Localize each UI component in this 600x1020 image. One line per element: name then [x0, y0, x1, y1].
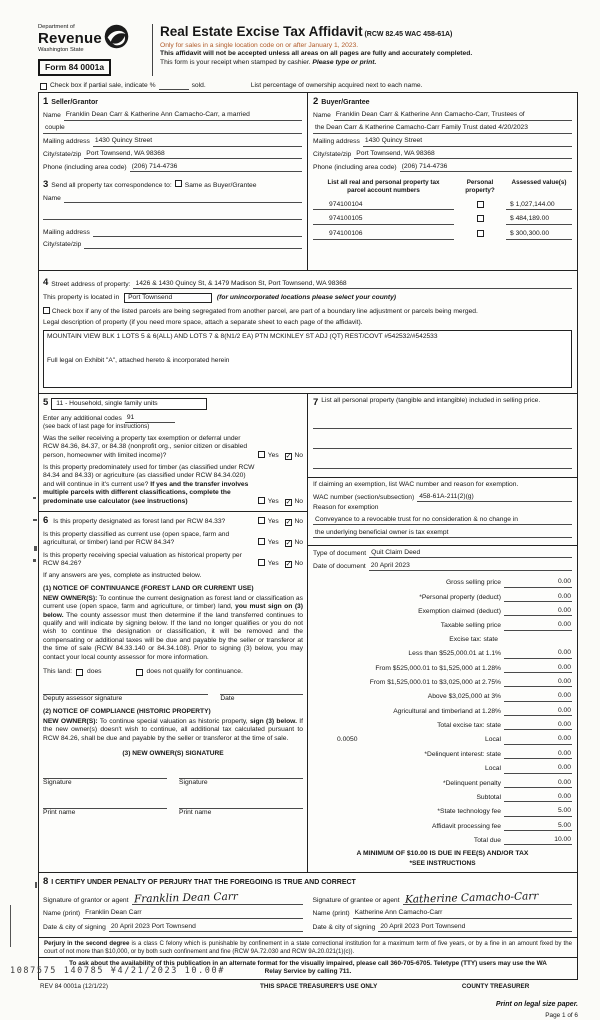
section-tax-computation — [308, 394, 577, 872]
amount-field[interactable]: 0.00 — [542, 735, 572, 744]
parcel-row — [313, 201, 572, 210]
section-6-number: 6 — [43, 514, 49, 526]
no-label: No — [294, 497, 303, 505]
section-forest-land — [39, 511, 307, 821]
grantor-name-print-label: Name (print) — [43, 910, 81, 918]
tax-line: Agricultural and timberland at 1.28% 0.00 — [393, 706, 571, 715]
buyer-name-field[interactable]: Franklin Dean Carr & Katherine Ann Camacho-Carr, Trustees of — [334, 111, 572, 120]
type-of-document-field[interactable]: Quit Claim Deed — [369, 549, 572, 558]
new-owner-print-name-field[interactable] — [43, 800, 167, 809]
does-checkbox[interactable] — [76, 669, 83, 676]
tax-line: Taxable selling price 0.00 — [440, 621, 571, 630]
wac-number-field[interactable]: 458-61A-211(2)(g) — [417, 493, 572, 502]
buyer-city-field[interactable]: Port Townsend, WA 98368 — [354, 150, 572, 159]
section-1-number: 1 — [43, 96, 49, 108]
section-2-number: 2 — [313, 96, 319, 108]
new-owner-print-name-field[interactable] — [179, 800, 303, 809]
no-label: No — [294, 451, 303, 459]
partial-percent-field[interactable] — [159, 81, 189, 90]
parcel-table — [308, 176, 577, 270]
personal-property-blank-field[interactable] — [313, 460, 572, 469]
legal-description-label: Legal description of property (if you need more space, attach a separate sheet to each page of the affidavit). — [43, 319, 363, 327]
grantee-signature-ink: Katherine Camacho-Carr — [404, 890, 538, 906]
treasurer-use-label: THIS SPACE TREASURER'S USE ONLY — [260, 983, 378, 991]
grantor-date-city-field[interactable]: 20 April 2023 Port Townsend — [109, 923, 303, 932]
header-divider — [152, 24, 153, 76]
affidavit-form — [38, 24, 578, 1020]
tax-line: Total excise tax: state 0.00 — [437, 721, 571, 730]
reason-field[interactable]: Conveyance to a revocable trust for no consideration & no change in — [313, 516, 572, 525]
no-checkbox[interactable]: ✓ — [285, 498, 292, 506]
scan-artifact — [35, 882, 37, 888]
no-checkbox[interactable]: ✓ — [285, 540, 292, 548]
section-land-use — [39, 394, 307, 511]
notice-continuance-body: NEW OWNER(S): To continue the current designation as forest land or classification as current use (open space, farm and agriculture, or timber) land, you must sign on (3) below. The county assessor must then determine if the land transferred continues to qualify and will indicate by signing below. If the land no longer qualifies or you do not wish to continue the designation or classification, it will be removed and the compensating or additional taxes will be due and payable by the seller or transferor at the time of sale (RCW 84.33.140 or 84.34.108). Prior to signing (3) below, you may contact your local county assessor for more information. — [43, 594, 303, 661]
tax-line: Exemption claimed (deduct) 0.00 — [418, 607, 571, 616]
deputy-date-label: Date — [220, 695, 235, 703]
yes-label: Yes — [267, 539, 279, 547]
buyer-phone-label: Phone (including area code) — [313, 163, 397, 171]
amount-field[interactable]: 0.00 — [542, 707, 572, 716]
historic-property-text: Is this property receiving special valuation as historical property per RCW 84.26? — [43, 551, 242, 567]
amount-field[interactable]: 0.00 — [542, 593, 572, 602]
no-checkbox[interactable]: ✓ — [285, 452, 292, 460]
county-treasurer-label: COUNTY TREASURER — [461, 983, 530, 991]
alternate-format-note: To ask about the availability of this publication in an alternate format for the visually impaired, please call 360-705-6705. Teletype (TTY) users may use the WA Relay Service by calling 711. — [39, 957, 577, 979]
new-owner-signature-field[interactable] — [179, 770, 303, 779]
yes-checkbox[interactable] — [258, 497, 265, 504]
yes-checkbox[interactable] — [258, 517, 265, 524]
sold-label: sold. — [191, 81, 206, 89]
grantor-name-print-field[interactable]: Franklin Dean Carr — [83, 909, 302, 918]
street-address-label: Street address of property: — [51, 280, 131, 288]
single-location-note: Only for sales in a single location code on or after January 1, 2023. — [160, 41, 359, 49]
additional-codes-label: Enter any additional codes — [43, 414, 122, 422]
tax-line: Total due 10.00 — [473, 836, 571, 845]
partial-sale-row — [40, 81, 578, 90]
grantee-signature-field[interactable] — [403, 892, 573, 905]
grantee-name-print-field[interactable]: Katherine Ann Camacho-Carr — [353, 909, 572, 918]
see-back-note: (see back of last page for instructions) — [43, 423, 150, 431]
section-5-number: 5 — [43, 396, 49, 408]
land-use-code-select[interactable]: 11 - Household, single family units — [51, 398, 207, 410]
amount-field[interactable]: 0.00 — [542, 721, 572, 730]
seller-name-label: Name — [43, 112, 61, 120]
no-label: No — [294, 539, 303, 547]
exemption-block — [308, 477, 577, 540]
current-use-text: Is this property classified as current use (open space, farm and agricultural, or timber) land per RCW 84.34? — [43, 530, 230, 547]
buyer-name-field-2[interactable]: the Dean Carr & Katherine Camacho-Carr Family Trust dated 4/20/2023 — [313, 124, 572, 133]
notice-compliance-title: (2) NOTICE OF COMPLIANCE (HISTORIC PROPERTY) — [43, 707, 211, 715]
correspondence-city-field[interactable] — [84, 241, 302, 249]
grantor-date-city-label: Date & city of signing — [43, 923, 106, 931]
type-or-print-note: Please type or print. — [312, 58, 377, 66]
scan-artifact — [33, 519, 37, 521]
section-seller-grantor — [39, 93, 308, 176]
predominate-use-question — [43, 464, 303, 506]
predominate-use-text: Is this property predominately used for timber (as classified under RCW 84.34 and 84.33) or agriculture (as classified under RCW 84.34.020) and will continue in it's current use? — [43, 464, 255, 488]
personal-property-checkbox[interactable] — [477, 215, 484, 222]
tax-line: From $1,525,000.01 to $3,025,000 at 2.75% 0.00 — [369, 677, 571, 686]
partial-sale-checkbox[interactable] — [40, 83, 47, 90]
cashier-stamp: 1087575 140785 ¥4/21/2023 10.00# — [10, 966, 225, 976]
forest-land-text: Is this property designated as forest land per RCW 84.33? — [53, 517, 226, 525]
yes-label: Yes — [267, 559, 279, 567]
tax-line: Above $3,025,000 at 3% 0.00 — [427, 692, 571, 701]
assessed-value-field[interactable]: $ 1,027,144.00 — [506, 201, 572, 210]
tax-line: Subtotal 0.00 — [476, 792, 571, 801]
parcel-number-field[interactable]: 974100106 — [313, 230, 454, 239]
does-not-label: does not qualify for continuance. — [146, 667, 243, 675]
acceptance-note: This affidavit will not be accepted unless all areas on all pages are fully and accurately completed. — [160, 50, 473, 58]
current-use-question — [43, 531, 303, 548]
segregated-label: Check box if any of the listed parcels are being segregated from another parcel, are part of a boundary line adjustment or parcels being merged. — [51, 307, 478, 315]
seller-name-field[interactable]: Franklin Dean Carr & Katherine Ann Camacho-Carr, a married — [64, 111, 302, 120]
yes-label: Yes — [267, 497, 279, 505]
amount-field[interactable]: 0.00 — [542, 793, 572, 802]
seller-mailing-label: Mailing address — [43, 138, 90, 146]
section-buyer-grantee — [308, 93, 577, 176]
seller-city-field[interactable]: Port Townsend, WA 98368 — [84, 150, 302, 159]
yes-label: Yes — [267, 518, 279, 526]
form-title: Real Estate Excise Tax Affidavit — [160, 24, 363, 39]
amount-field[interactable]: 0.00 — [542, 607, 572, 616]
personal-property-header: Personal property? — [465, 179, 495, 195]
tax-line: Less than $525,000.01 at 1.1% 0.00 — [408, 649, 571, 658]
forest-land-question — [43, 515, 303, 527]
deputy-date-field[interactable] — [220, 686, 303, 695]
same-as-buyer-label: Same as Buyer/Grantee — [184, 182, 257, 190]
seller-name-field-2[interactable]: couple — [43, 124, 302, 133]
scan-artifact — [33, 497, 36, 499]
tax-line: Local 0.00 — [485, 764, 571, 773]
additional-codes-field[interactable]: 91 — [125, 414, 175, 423]
amount-field[interactable]: 0.00 — [542, 779, 572, 788]
yes-label: Yes — [267, 451, 279, 459]
land-qualify-row — [43, 668, 303, 676]
amount-field[interactable]: 0.00 — [542, 649, 572, 658]
amount-field[interactable]: 0.00 — [542, 664, 572, 673]
parcel-number-field[interactable]: 974100105 — [313, 215, 454, 224]
amount-field[interactable]: 5.00 — [542, 822, 572, 831]
perjury-statement: Perjury in the second degree is a class C felony which is punishable by confinement in a state correctional institution for a maximum term of five years, or by a fine in an amount fixed by the court of not more than $10,000, or by both such confinement and fine (RCW 9A.72.030 and RCW 9A.20.021(1)(c)). — [39, 937, 577, 957]
seller-phone-field[interactable]: (206) 714-4736 — [130, 163, 302, 172]
signature-label: Signature — [43, 779, 72, 787]
notice-compliance-body: NEW OWNER(S): To continue special valuation as historic property, sign (3) below. If the new owner(s) doesn't wish to continue, all additional tax calculated pursuant to RCW 84.26, shall be due and payable by the seller or transferor at the time of sale. — [43, 717, 304, 742]
exemption-note: If claiming an exemption, list WAC number and reason for exemption. — [313, 480, 519, 488]
receipt-note: This form is your receipt when stamped by cashier. — [160, 58, 311, 66]
no-checkbox[interactable]: ✓ — [285, 519, 292, 527]
grantee-name-print-label: Name (print) — [312, 910, 350, 918]
affidavit-body — [38, 92, 578, 980]
tax-line: *State technology fee 5.00 — [437, 807, 571, 816]
tax-line-local: 0.0050 Local 0.00 — [313, 735, 572, 744]
date-of-document-field[interactable]: 20 April 2023 — [369, 562, 572, 571]
ownership-percentage-note: List percentage of ownership acquired next to each name. — [250, 81, 423, 89]
see-instructions-note: *SEE INSTRUCTIONS — [409, 859, 476, 867]
type-of-document-label: Type of document — [313, 550, 367, 558]
buyer-name-label: Name — [313, 112, 331, 120]
deputy-assessor-signature-field[interactable] — [43, 686, 208, 695]
legal-description-text-2: Full legal on Exhibit "A", attached hereto & incorporated herein — [47, 357, 230, 365]
does-not-checkbox[interactable] — [136, 669, 143, 676]
date-of-document-label: Date of document — [313, 562, 366, 570]
tax-line: From $525,000.01 to $1,525,000 at 1.28% 0.00 — [375, 663, 571, 672]
grantee-date-city-field[interactable]: 20 April 2023 Port Townsend — [378, 923, 572, 932]
grantor-signature-ink: Franklin Dean Carr — [133, 890, 238, 906]
yes-checkbox[interactable] — [258, 538, 265, 545]
personal-property-blank-field[interactable] — [313, 440, 572, 449]
parcel-row — [313, 230, 572, 239]
washington-state-label: Washington State — [38, 47, 84, 54]
section-7-number: 7 — [313, 396, 319, 408]
revenue-wordmark: Revenue — [38, 30, 102, 48]
buyer-mailing-label: Mailing address — [313, 138, 360, 146]
seller-city-label: City/state/zip — [43, 151, 82, 159]
section-certification — [39, 872, 577, 937]
form-title-rcw: (RCW 82.45 WAC 458-61A) — [364, 31, 453, 38]
if-yes-note: If any answers are yes, complete as instructed below. — [43, 572, 202, 580]
correspondence-name-label: Name — [43, 194, 61, 202]
amount-field[interactable]: 0.00 — [542, 678, 572, 687]
form-header — [38, 24, 578, 76]
parcel-row — [313, 215, 572, 224]
print-name-label: Print name — [43, 808, 76, 816]
tax-line: *Delinquent interest: state 0.00 — [424, 749, 571, 758]
amount-field[interactable]: 0.00 — [542, 764, 572, 773]
legal-description-field[interactable] — [43, 330, 572, 388]
amount-field[interactable]: 0.00 — [542, 750, 572, 759]
scan-artifact — [34, 546, 37, 551]
grantee-signature-label: Signature of grantee or agent — [312, 896, 400, 904]
revenue-logo-icon — [104, 24, 129, 49]
segregated-checkbox[interactable] — [43, 307, 50, 314]
legal-size-note: Print on legal size paper. — [495, 1001, 578, 1009]
location-select[interactable]: Port Townsend — [124, 293, 212, 303]
correspondence-name-field[interactable] — [64, 195, 302, 203]
new-owners-lead: NEW OWNER(S): — [43, 594, 98, 602]
seller-mailing-field[interactable]: 1430 Quincy Street — [93, 137, 302, 146]
historic-property-question — [43, 552, 303, 569]
department-of-label: Department of — [38, 24, 75, 30]
form-number: Form 84 0001a — [38, 59, 111, 76]
perjury-lead: Perjury in the second degree — [44, 940, 130, 948]
section-4-number: 4 — [43, 277, 49, 289]
no-checkbox[interactable]: ✓ — [285, 560, 292, 568]
tax-line: Gross selling price 0.00 — [445, 578, 571, 587]
parcel-numbers-header: List all real and personal property tax parcel account numbers — [327, 179, 440, 195]
excise-tax-state-header: Excise tax: state — [449, 635, 498, 643]
yes-checkbox[interactable] — [258, 559, 265, 566]
tax-line: *Personal property (deduct) 0.00 — [419, 592, 571, 601]
personal-property-checkbox[interactable] — [477, 230, 484, 237]
correspondence-city-label: City/state/zip — [43, 240, 82, 248]
signature-label: Signature — [179, 779, 208, 787]
grantor-signature-field[interactable] — [132, 892, 303, 905]
personal-property-list-label: List all personal property (tangible and intangible) included in selling price. — [321, 396, 541, 404]
document-block — [308, 545, 577, 571]
buyer-grantee-heading: Buyer/Grantee — [321, 99, 370, 107]
tax-line: Affidavit processing fee 5.00 — [431, 821, 571, 830]
buyer-phone-field[interactable]: (206) 714-4736 — [400, 163, 572, 172]
no-label: No — [294, 518, 303, 526]
does-label: does — [87, 667, 102, 675]
new-owner-signature-field[interactable] — [43, 770, 167, 779]
grantor-signature-label: Signature of grantor or agent — [43, 896, 129, 904]
rev-number: REV 84 0001a (12/1/22) — [40, 983, 108, 991]
correspondence-mailing-field[interactable] — [93, 229, 302, 237]
amount-field[interactable]: 0.00 — [542, 621, 572, 630]
correspondence-mailing-label: Mailing address — [43, 229, 90, 237]
located-in-label: This property is located in — [43, 293, 120, 301]
assessed-values-header: Assessed value(s) — [511, 179, 567, 187]
reason-field-2[interactable]: the underlying beneficial owner is tax exempt — [313, 529, 572, 538]
street-address-field[interactable]: 1426 & 1430 Quincy St, & 1479 Madison St, Port Townsend, WA 98368 — [133, 280, 572, 289]
grantee-date-city-label: Date & city of signing — [312, 923, 376, 931]
personal-property-checkbox[interactable] — [477, 201, 484, 208]
personal-property-blank-field[interactable] — [313, 420, 572, 429]
new-owners-lead: NEW OWNER(S): — [43, 717, 98, 725]
unincorporated-note: (for unincorporated locations please select your county) — [216, 293, 397, 301]
parcel-number-field[interactable]: 974100104 — [313, 201, 454, 210]
section-8-number: 8 — [43, 876, 49, 888]
partial-sale-label: Check box if partial sale, indicate % — [50, 81, 156, 89]
section-3-number: 3 — [43, 179, 49, 191]
tax-line: *Delinquent penalty 0.00 — [443, 778, 571, 787]
page-number: Page 1 of 6 — [545, 1011, 578, 1019]
seller-grantor-heading: Seller/Grantor — [51, 99, 98, 107]
wac-number-label: WAC number (section/subsection) — [313, 493, 415, 501]
exemption-deferral-question — [43, 435, 303, 460]
reason-for-exemption-label: Reason for exemption — [313, 503, 379, 511]
tax-lines — [313, 573, 572, 845]
exemption-deferral-text: Was the seller receiving a property tax exemption or deferral under RCW 84.36, 84.37, or 84.38 (nonprofit org., senior citizen or disabled person, homeowner with limited income)? — [43, 434, 248, 459]
correspondence-blank-field[interactable] — [43, 212, 302, 220]
seller-phone-label: Phone (including area code) — [43, 163, 127, 171]
buyer-mailing-field[interactable]: 1430 Quincy Street — [363, 137, 572, 146]
same-as-buyer-checkbox[interactable] — [175, 180, 182, 187]
buyer-city-label: City/state/zip — [313, 151, 352, 159]
notice-continuance-title: (1) NOTICE OF CONTINUANCE (FOREST LAND OR CURRENT USE) — [43, 584, 254, 592]
footer-row — [38, 980, 578, 991]
amount-field[interactable]: 0.00 — [542, 578, 572, 587]
predominate-use-bold-text: If yes and the transfer involves multiple parcels with different classifications, complete the predominate use calculator (see instructions) — [43, 480, 249, 505]
this-land-label: This land: — [43, 667, 72, 675]
minimum-due-note: A MINIMUM OF $10.00 IS DUE IN FEE(S) AND/OR TAX — [356, 850, 529, 858]
section-correspondence — [39, 176, 308, 270]
no-label: No — [294, 559, 303, 567]
certification-heading: I CERTIFY UNDER PENALTY OF PERJURY THAT THE FOREGOING IS TRUE AND CORRECT — [51, 879, 356, 887]
amount-field[interactable]: 0.00 — [542, 692, 572, 701]
section-property — [39, 270, 577, 393]
correspondence-label: Send all property tax correspondence to: — [51, 182, 172, 190]
legal-description-text: MOUNTAIN VIEW BLK 1 LOTS 5 & 6(ALL) AND LOTS 7 & 8(N1/2 EA) PTN MCKINLEY ST ADJ (QT) REST/COVT #542532/#542533 — [47, 332, 438, 340]
deputy-assessor-signature-label: Deputy assessor signature — [43, 695, 123, 703]
amount-field[interactable]: 5.00 — [542, 807, 572, 816]
new-owners-signature-title: (3) NEW OWNER(S) SIGNATURE — [122, 750, 224, 758]
yes-checkbox[interactable] — [258, 451, 265, 458]
print-name-label: Print name — [179, 808, 212, 816]
amount-field[interactable]: 10.00 — [542, 836, 572, 845]
local-rate-value: 0.0050 — [337, 736, 358, 744]
scan-artifact — [33, 559, 36, 562]
assessed-value-field[interactable]: $ 484,189.00 — [506, 215, 572, 224]
scan-artifact — [10, 905, 11, 947]
assessed-value-field[interactable]: $ 300,300.00 — [506, 230, 572, 239]
agency-block — [38, 24, 150, 76]
